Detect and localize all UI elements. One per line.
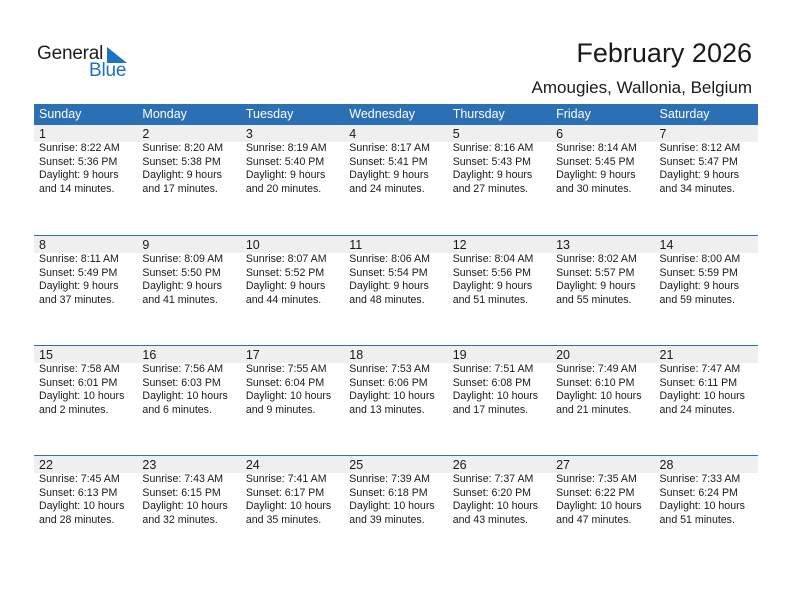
page-title: February 2026 bbox=[576, 38, 752, 68]
day-cell bbox=[241, 253, 344, 307]
day-cell bbox=[344, 363, 447, 417]
sunset-text: Sunset: 6:10 PM bbox=[556, 376, 635, 389]
daylight-text: and 21 minutes. bbox=[556, 403, 632, 416]
daylight-text: and 14 minutes. bbox=[39, 182, 115, 195]
logo-blue-text: Blue bbox=[89, 60, 127, 81]
daylight-text: and 59 minutes. bbox=[659, 293, 735, 306]
daylight-text: Daylight: 10 hours bbox=[452, 390, 539, 402]
sunrise-text: Sunrise: 7:55 AM bbox=[245, 363, 327, 375]
daylight-text: and 51 minutes. bbox=[659, 513, 735, 526]
info-row bbox=[34, 363, 758, 417]
sunset-text: Sunset: 6:13 PM bbox=[39, 486, 118, 499]
sunset-text: Sunset: 5:47 PM bbox=[659, 155, 738, 168]
day-number: 20 bbox=[556, 348, 571, 362]
day-cell bbox=[241, 363, 344, 417]
daylight-text: and 17 minutes. bbox=[142, 182, 218, 195]
sunset-text: Sunset: 5:57 PM bbox=[556, 266, 635, 279]
sunrise-text: Sunrise: 8:19 AM bbox=[245, 142, 327, 154]
daylight-text: and 34 minutes. bbox=[659, 182, 735, 195]
daylight-text: Daylight: 10 hours bbox=[556, 500, 642, 512]
daylight-text: Daylight: 10 hours bbox=[659, 390, 745, 402]
day-number: 24 bbox=[245, 458, 260, 472]
daylight-text: and 20 minutes. bbox=[245, 182, 322, 195]
day-number: 25 bbox=[349, 458, 364, 472]
day-cell bbox=[34, 142, 137, 196]
sunset-text: Sunset: 6:24 PM bbox=[659, 486, 738, 499]
sunrise-text: Sunrise: 7:45 AM bbox=[39, 473, 120, 485]
daylight-text: Daylight: 10 hours bbox=[245, 390, 332, 402]
sunrise-text: Sunrise: 8:00 AM bbox=[659, 253, 741, 265]
sunrise-text: Sunrise: 7:41 AM bbox=[245, 473, 327, 485]
day-cell bbox=[448, 363, 551, 417]
daylight-text: and 37 minutes. bbox=[39, 293, 115, 306]
day-cell bbox=[655, 253, 758, 307]
week-row bbox=[34, 125, 758, 235]
day-cell bbox=[241, 142, 344, 196]
day-cell bbox=[34, 363, 137, 417]
daylight-text: Daylight: 10 hours bbox=[142, 390, 228, 402]
day-cell bbox=[137, 253, 240, 307]
sunset-text: Sunset: 5:38 PM bbox=[142, 155, 221, 168]
sunrise-text: Sunrise: 8:16 AM bbox=[452, 142, 534, 154]
day-cell bbox=[551, 363, 654, 417]
sunrise-text: Sunrise: 7:47 AM bbox=[659, 363, 741, 375]
day-cell bbox=[551, 142, 654, 196]
calendar-grid bbox=[34, 104, 758, 565]
day-number: 5 bbox=[452, 127, 460, 141]
date-row bbox=[34, 346, 758, 363]
date-row bbox=[34, 236, 758, 253]
day-number: 26 bbox=[452, 458, 467, 472]
day-cell bbox=[137, 363, 240, 417]
sunset-text: Sunset: 5:49 PM bbox=[39, 266, 118, 279]
sunset-text: Sunset: 6:08 PM bbox=[452, 376, 532, 389]
daylight-text: and 2 minutes. bbox=[39, 403, 109, 416]
daylight-text: Daylight: 10 hours bbox=[659, 500, 745, 512]
daylight-text: and 48 minutes. bbox=[349, 293, 425, 306]
day-number: 2 bbox=[142, 127, 150, 141]
sunrise-text: Sunrise: 7:35 AM bbox=[556, 473, 637, 485]
sunset-text: Sunset: 5:40 PM bbox=[245, 155, 325, 168]
daylight-text: and 41 minutes. bbox=[142, 293, 218, 306]
day-number: 8 bbox=[39, 238, 46, 252]
weekday-sunday: Sunday bbox=[39, 107, 82, 121]
sunset-text: Sunset: 5:41 PM bbox=[349, 155, 428, 168]
daylight-text: Daylight: 10 hours bbox=[556, 390, 642, 402]
date-row bbox=[34, 456, 758, 473]
sunrise-text: Sunrise: 7:56 AM bbox=[142, 363, 224, 375]
daylight-text: Daylight: 10 hours bbox=[142, 500, 228, 512]
sunset-text: Sunset: 6:18 PM bbox=[349, 486, 428, 499]
daylight-text: and 9 minutes. bbox=[245, 403, 316, 416]
sunset-text: Sunset: 6:15 PM bbox=[142, 486, 221, 499]
sunrise-text: Sunrise: 7:37 AM bbox=[452, 473, 534, 485]
daylight-text: Daylight: 9 hours bbox=[245, 280, 326, 292]
day-number: 28 bbox=[659, 458, 674, 472]
daylight-text: and 39 minutes. bbox=[349, 513, 425, 526]
info-row bbox=[34, 253, 758, 307]
week-row bbox=[34, 455, 758, 565]
day-cell bbox=[448, 253, 551, 307]
day-number: 21 bbox=[659, 348, 674, 362]
daylight-text: Daylight: 9 hours bbox=[349, 280, 429, 292]
sunset-text: Sunset: 6:20 PM bbox=[452, 486, 532, 499]
daylight-text: Daylight: 9 hours bbox=[556, 280, 636, 292]
sunrise-text: Sunrise: 7:49 AM bbox=[556, 363, 637, 375]
daylight-text: Daylight: 9 hours bbox=[349, 169, 429, 181]
day-number: 14 bbox=[659, 238, 674, 252]
date-row bbox=[34, 125, 758, 142]
daylight-text: Daylight: 9 hours bbox=[659, 280, 740, 292]
daylight-text: and 35 minutes. bbox=[245, 513, 322, 526]
daylight-text: Daylight: 9 hours bbox=[245, 169, 326, 181]
daylight-text: Daylight: 10 hours bbox=[245, 500, 332, 512]
day-number: 23 bbox=[142, 458, 157, 472]
daylight-text: Daylight: 10 hours bbox=[39, 500, 125, 512]
sunrise-text: Sunrise: 7:58 AM bbox=[39, 363, 120, 375]
day-cell bbox=[551, 253, 654, 307]
day-cell bbox=[344, 142, 447, 196]
daylight-text: and 44 minutes. bbox=[245, 293, 322, 306]
daylight-text: Daylight: 10 hours bbox=[349, 390, 435, 402]
day-number: 17 bbox=[245, 348, 260, 362]
week-row bbox=[34, 235, 758, 345]
daylight-text: Daylight: 9 hours bbox=[452, 169, 533, 181]
sunset-text: Sunset: 6:06 PM bbox=[349, 376, 428, 389]
day-cell bbox=[137, 142, 240, 196]
daylight-text: and 30 minutes. bbox=[556, 182, 632, 195]
daylight-text: and 55 minutes. bbox=[556, 293, 632, 306]
day-number: 4 bbox=[349, 127, 357, 141]
daylight-text: Daylight: 9 hours bbox=[142, 169, 222, 181]
sunset-text: Sunset: 5:54 PM bbox=[349, 266, 428, 279]
sunrise-text: Sunrise: 8:07 AM bbox=[245, 253, 327, 265]
day-cell bbox=[448, 142, 551, 196]
sunset-text: Sunset: 6:22 PM bbox=[556, 486, 635, 499]
sunrise-text: Sunrise: 8:17 AM bbox=[349, 142, 430, 154]
daylight-text: and 24 minutes. bbox=[659, 403, 735, 416]
sunrise-text: Sunrise: 8:14 AM bbox=[556, 142, 637, 154]
daylight-text: and 13 minutes. bbox=[349, 403, 425, 416]
weekday-thursday: Thursday bbox=[452, 107, 505, 121]
daylight-text: and 51 minutes. bbox=[452, 293, 529, 306]
day-number: 19 bbox=[452, 348, 467, 362]
sunset-text: Sunset: 5:45 PM bbox=[556, 155, 635, 168]
sunrise-text: Sunrise: 8:04 AM bbox=[452, 253, 534, 265]
sunrise-text: Sunrise: 8:06 AM bbox=[349, 253, 430, 265]
sunrise-text: Sunrise: 8:02 AM bbox=[556, 253, 637, 265]
sunrise-text: Sunrise: 7:53 AM bbox=[349, 363, 430, 375]
weekday-saturday: Saturday bbox=[659, 107, 710, 121]
logo-general-text: General bbox=[37, 43, 104, 64]
sunrise-text: Sunrise: 7:43 AM bbox=[142, 473, 224, 485]
daylight-text: Daylight: 9 hours bbox=[452, 280, 533, 292]
daylight-text: Daylight: 9 hours bbox=[142, 280, 222, 292]
daylight-text: and 17 minutes. bbox=[452, 403, 529, 416]
weekday-monday: Monday bbox=[142, 107, 187, 121]
sunset-text: Sunset: 5:56 PM bbox=[452, 266, 532, 279]
info-row bbox=[34, 473, 758, 527]
sunrise-text: Sunrise: 8:22 AM bbox=[39, 142, 120, 154]
day-cell bbox=[344, 473, 447, 527]
sunset-text: Sunset: 5:59 PM bbox=[659, 266, 738, 279]
day-number: 1 bbox=[39, 127, 46, 141]
sunset-text: Sunset: 5:52 PM bbox=[245, 266, 325, 279]
day-number: 6 bbox=[556, 127, 564, 141]
daylight-text: Daylight: 10 hours bbox=[349, 500, 435, 512]
weekday-tuesday: Tuesday bbox=[245, 107, 294, 121]
day-number: 13 bbox=[556, 238, 571, 252]
day-number: 16 bbox=[142, 348, 157, 362]
weekday-friday: Friday bbox=[556, 107, 591, 121]
day-cell bbox=[344, 253, 447, 307]
day-cell bbox=[551, 473, 654, 527]
daylight-text: Daylight: 9 hours bbox=[556, 169, 636, 181]
daylight-text: and 6 minutes. bbox=[142, 403, 212, 416]
day-number: 22 bbox=[39, 458, 53, 472]
info-row bbox=[34, 142, 758, 196]
weekday-header bbox=[34, 104, 758, 125]
daylight-text: Daylight: 10 hours bbox=[39, 390, 125, 402]
location-subtitle: Amougies, Wallonia, Belgium bbox=[531, 78, 752, 97]
daylight-text: and 24 minutes. bbox=[349, 182, 425, 195]
day-number: 15 bbox=[39, 348, 53, 362]
sunrise-text: Sunrise: 7:39 AM bbox=[349, 473, 430, 485]
day-number: 18 bbox=[349, 348, 364, 362]
sunset-text: Sunset: 6:11 PM bbox=[659, 376, 738, 389]
sunrise-text: Sunrise: 7:33 AM bbox=[659, 473, 741, 485]
sunset-text: Sunset: 6:17 PM bbox=[245, 486, 325, 499]
sunset-text: Sunset: 5:50 PM bbox=[142, 266, 221, 279]
daylight-text: Daylight: 9 hours bbox=[659, 169, 740, 181]
daylight-text: and 27 minutes. bbox=[452, 182, 529, 195]
day-number: 10 bbox=[245, 238, 260, 252]
sunrise-text: Sunrise: 8:20 AM bbox=[142, 142, 224, 154]
daylight-text: Daylight: 9 hours bbox=[39, 169, 119, 181]
sunset-text: Sunset: 6:04 PM bbox=[245, 376, 325, 389]
sunset-text: Sunset: 5:36 PM bbox=[39, 155, 118, 168]
day-number: 3 bbox=[245, 127, 253, 141]
daylight-text: and 43 minutes. bbox=[452, 513, 529, 526]
sunset-text: Sunset: 6:01 PM bbox=[39, 376, 118, 389]
week-row bbox=[34, 345, 758, 455]
logo bbox=[37, 43, 137, 83]
sunrise-text: Sunrise: 7:51 AM bbox=[452, 363, 534, 375]
sunrise-text: Sunrise: 8:12 AM bbox=[659, 142, 741, 154]
daylight-text: and 47 minutes. bbox=[556, 513, 632, 526]
day-number: 11 bbox=[349, 238, 363, 252]
daylight-text: and 28 minutes. bbox=[39, 513, 115, 526]
day-number: 7 bbox=[659, 127, 667, 141]
day-cell bbox=[34, 253, 137, 307]
weekday-wednesday: Wednesday bbox=[349, 107, 416, 121]
sunset-text: Sunset: 6:03 PM bbox=[142, 376, 221, 389]
day-cell bbox=[655, 363, 758, 417]
sunrise-text: Sunrise: 8:09 AM bbox=[142, 253, 224, 265]
day-cell bbox=[448, 473, 551, 527]
day-cell bbox=[241, 473, 344, 527]
daylight-text: and 32 minutes. bbox=[142, 513, 218, 526]
day-cell bbox=[137, 473, 240, 527]
day-number: 12 bbox=[452, 238, 467, 252]
day-cell bbox=[655, 142, 758, 196]
sunset-text: Sunset: 5:43 PM bbox=[452, 155, 532, 168]
daylight-text: Daylight: 9 hours bbox=[39, 280, 119, 292]
sunrise-text: Sunrise: 8:11 AM bbox=[39, 253, 119, 265]
day-number: 27 bbox=[556, 458, 571, 472]
day-cell bbox=[34, 473, 137, 527]
day-number: 9 bbox=[142, 238, 150, 252]
daylight-text: Daylight: 10 hours bbox=[452, 500, 539, 512]
day-cell bbox=[655, 473, 758, 527]
